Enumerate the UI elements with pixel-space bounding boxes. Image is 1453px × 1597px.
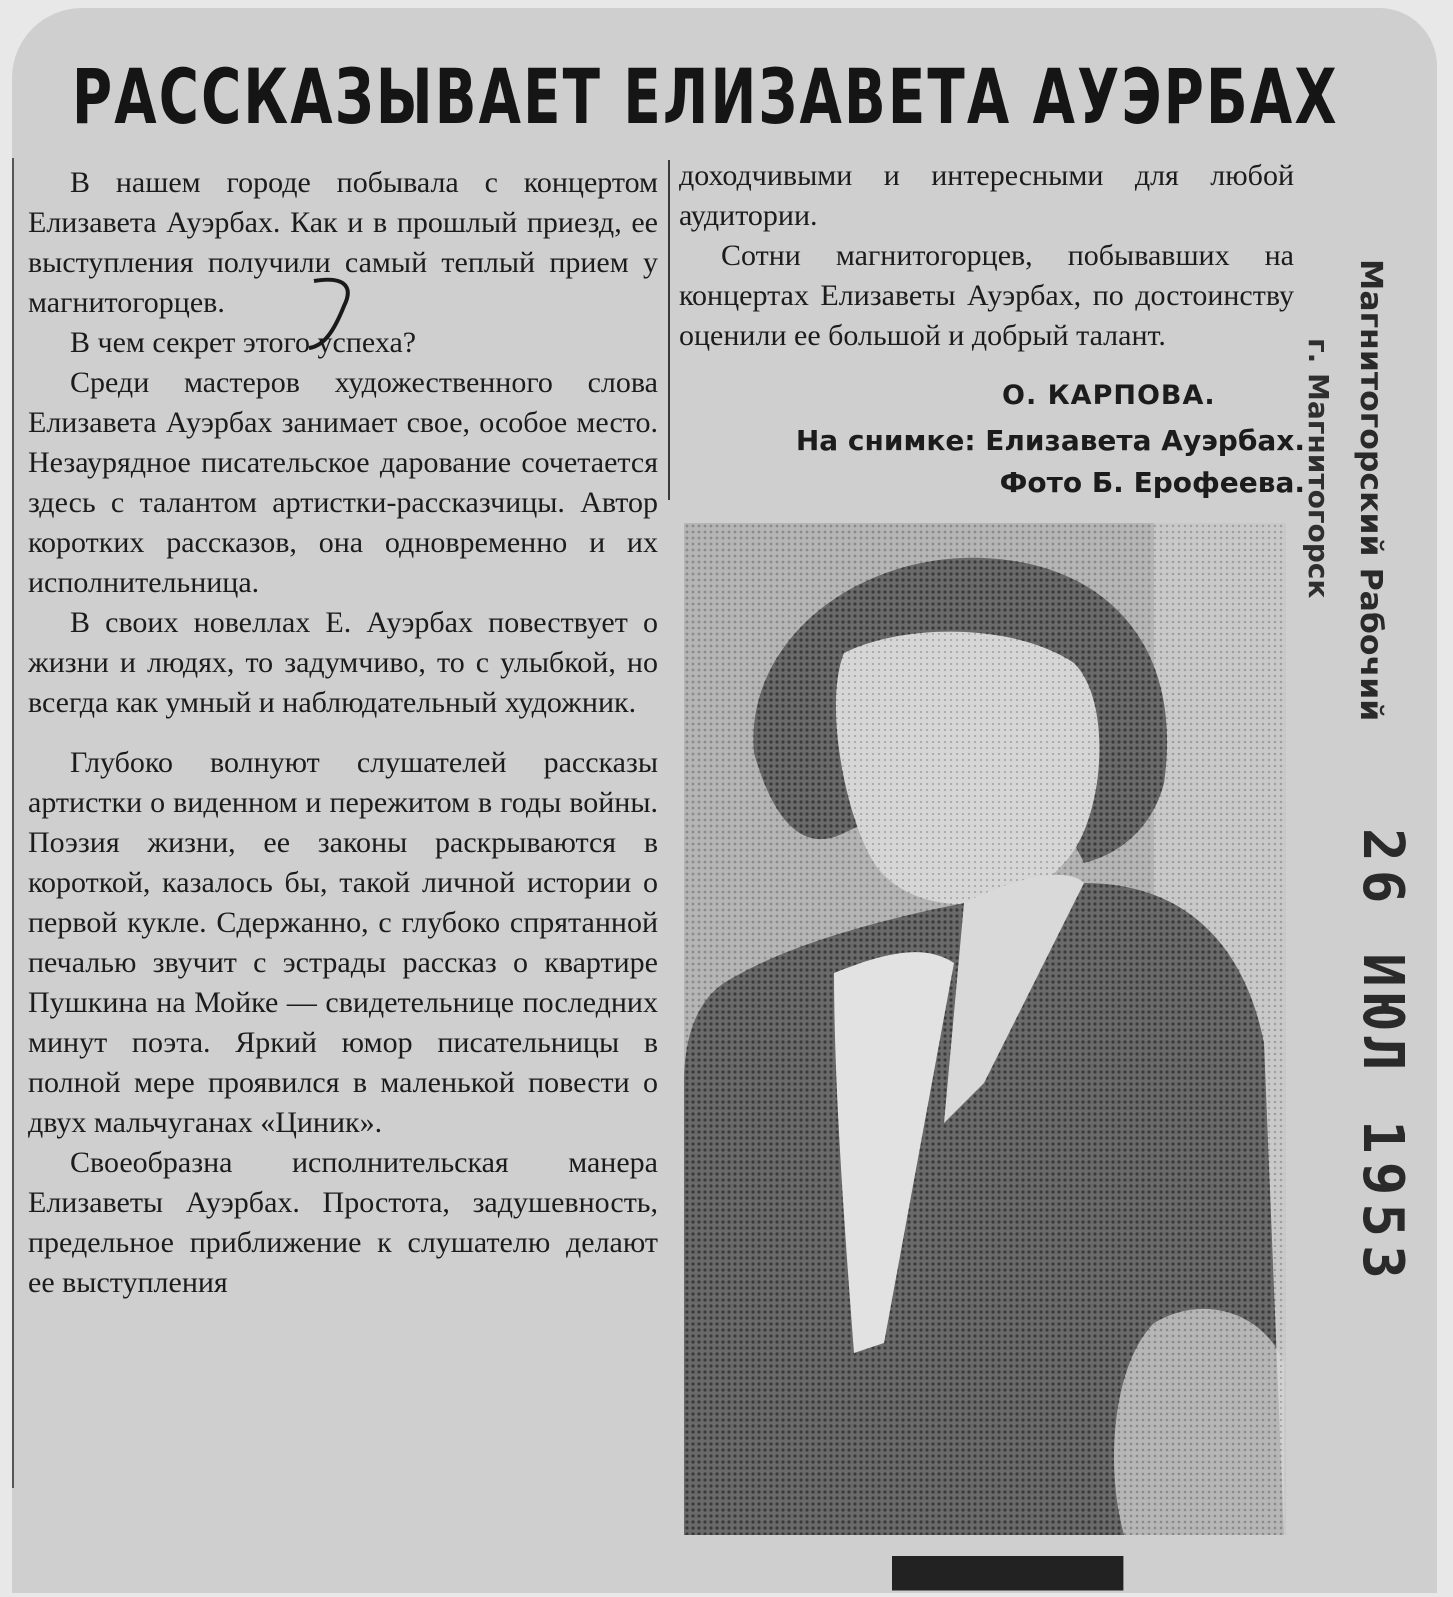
paragraph: Сотни магнитогорцев, побывавших на концертах Елизаветы Ауэрбах, по достоинству оценили ее большой и добрый талант. bbox=[679, 239, 1294, 352]
paragraph: Своеобразна исполнительская манера Елизаветы Ауэрбах. Простота, задушевность, предельное приближение к слушателю делают ее выступления bbox=[28, 1146, 658, 1299]
next-headline-fragment: ▀▀▀▀▀ bbox=[892, 1556, 1123, 1593]
portrait-photo bbox=[684, 523, 1286, 1535]
paragraph: В нашем городе побывала с концертом Елизавета Ауэрбах. Как и в прошлый приезд, ее выступления получили самый теплый прием у магнитогорцев. bbox=[28, 166, 658, 319]
paragraph: В своих новеллах Е. Ауэрбах повествует о жизни и людях, то задумчиво, то с улыбкой, но всегда как умный и наблюдательный художник. bbox=[28, 606, 658, 719]
newspaper-stamp: Магнитогорский Рабочий bbox=[1353, 258, 1388, 722]
column-divider bbox=[668, 160, 670, 500]
paragraph-gap bbox=[28, 723, 658, 743]
newspaper-clipping bbox=[12, 8, 1437, 1593]
author-signature: О. КАРПОВА. bbox=[1002, 380, 1216, 411]
caption-line: Фото Б. Ерофеева. bbox=[999, 466, 1305, 499]
caption-line: На снимке: Елизавета Ауэрбах. bbox=[795, 424, 1305, 457]
paragraph: доходчивыми и интересными для любой аудитории. bbox=[679, 159, 1294, 232]
paragraph: В чем секрет этого успеха? bbox=[70, 326, 417, 359]
date-stamp: 26 ИЮЛ 1953 bbox=[1350, 828, 1415, 1287]
portrait-illustration bbox=[684, 523, 1286, 1535]
paragraph: Среди мастеров художественного слова Елизавета Ауэрбах занимает свое, особое место. Незаурядное писательское дарование сочетается здесь с талантом артистки-рассказчицы. Автор коротких рассказов, она одновременно и их исполнительница. bbox=[28, 366, 658, 599]
pen-mark-icon bbox=[304, 276, 364, 356]
article-right-column bbox=[679, 156, 1294, 356]
left-edge-rule bbox=[12, 158, 14, 1488]
photo-caption bbox=[725, 420, 1305, 504]
headline: РАССКАЗЫВАЕТ ЕЛИЗАВЕТА АУЭРБАХ bbox=[72, 52, 1339, 141]
city-stamp: г. Магнитогорск bbox=[1302, 338, 1335, 599]
paragraph: Глубоко волнуют слушателей рассказы артистки о виденном и пережитом в годы войны. Поэзия жизни, ее законы раскрываются в короткой, казалось бы, такой личной истории о первой кукле. Сдержанно, с глубоко спрятанной печалью звучит с эстрады рассказ о квартире Пушкина на Мойке — свидетельнице последних минут поэта. Яркий юмор писательницы в полной мере проявился в маленькой повести о двух мальчуганах «Циник». bbox=[28, 746, 658, 1139]
